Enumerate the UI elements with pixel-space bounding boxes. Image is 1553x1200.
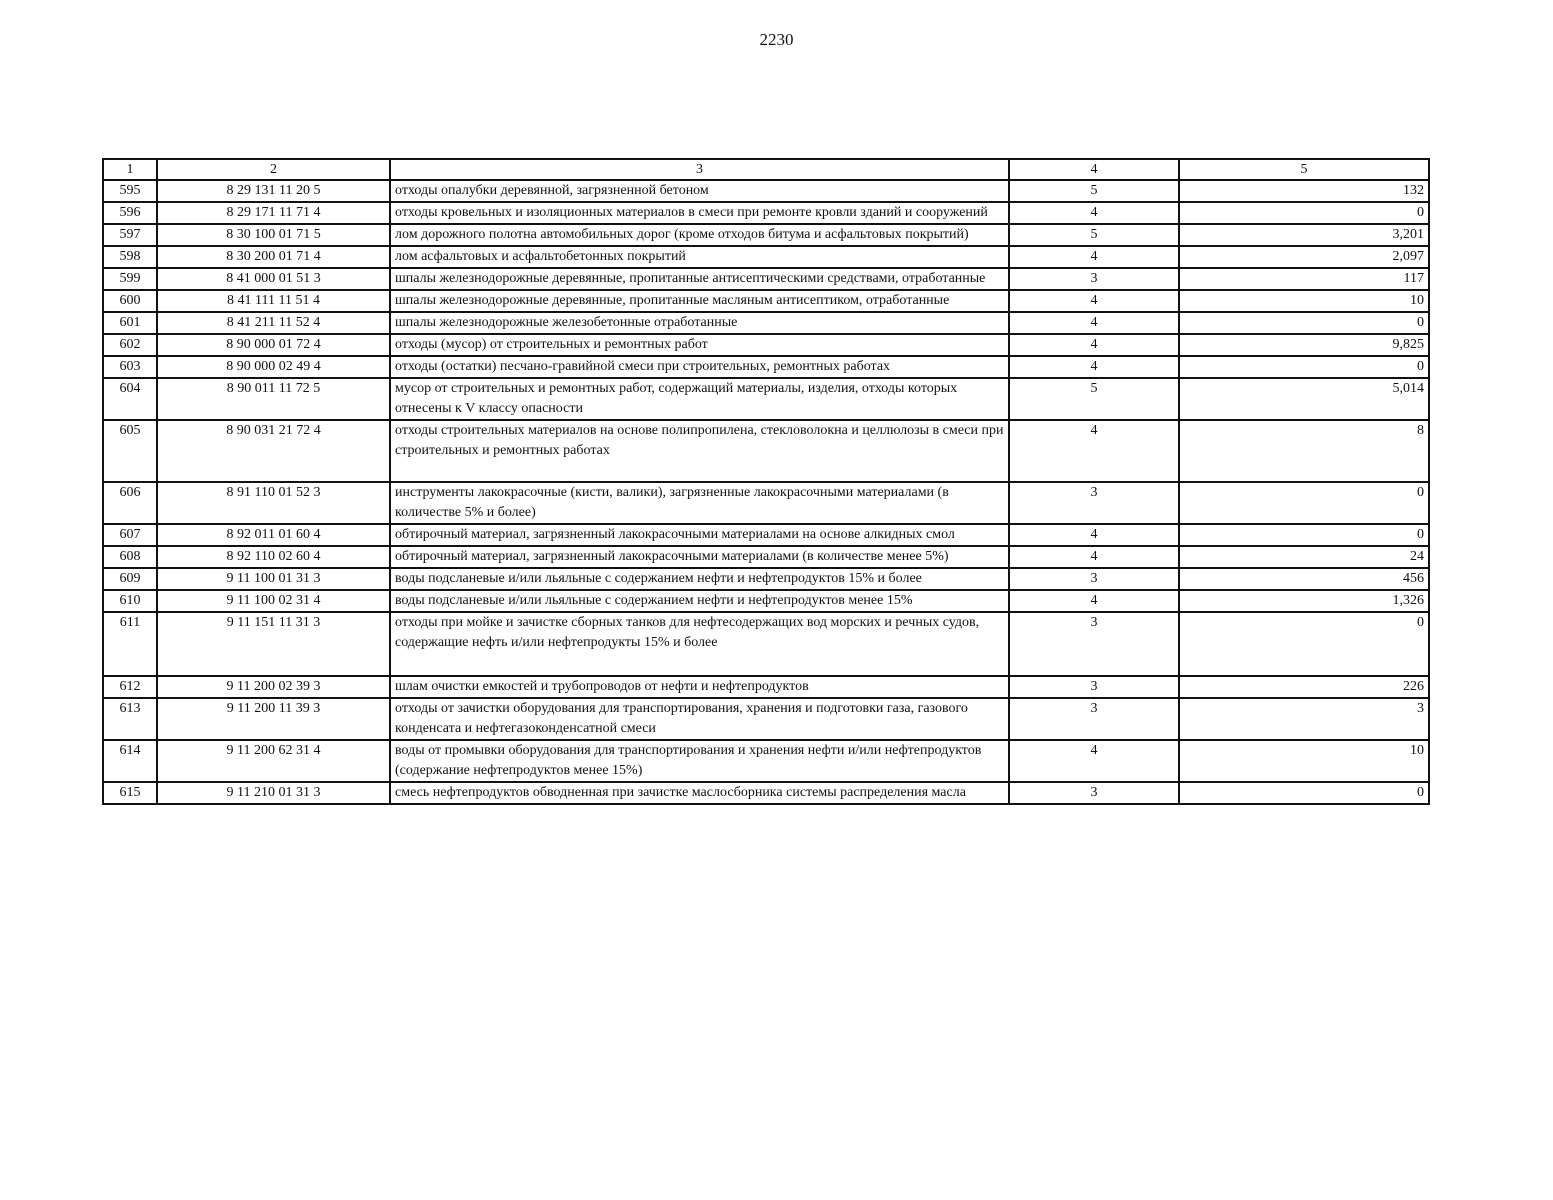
column-header-3: 3 — [390, 159, 1009, 180]
hazard-class: 4 — [1009, 546, 1179, 568]
hazard-class: 5 — [1009, 378, 1179, 420]
waste-code: 8 91 110 01 52 3 — [157, 482, 390, 524]
hazard-class: 4 — [1009, 356, 1179, 378]
waste-code: 8 41 111 11 51 4 — [157, 290, 390, 312]
column-header-4: 4 — [1009, 159, 1179, 180]
row-number: 613 — [103, 698, 157, 740]
hazard-class: 4 — [1009, 420, 1179, 482]
waste-code: 9 11 200 62 31 4 — [157, 740, 390, 782]
table-row — [103, 420, 1429, 482]
column-header-1: 1 — [103, 159, 157, 180]
waste-name: отходы кровельных и изоляционных материалов в смеси при ремонте кровли зданий и сооружений — [390, 202, 1009, 224]
table-row — [103, 546, 1429, 568]
row-number: 607 — [103, 524, 157, 546]
waste-code: 8 90 011 11 72 5 — [157, 378, 390, 420]
table-row — [103, 782, 1429, 804]
quantity-value: 226 — [1179, 676, 1429, 698]
column-header-2: 2 — [157, 159, 390, 180]
waste-code: 8 41 000 01 51 3 — [157, 268, 390, 290]
waste-code: 8 92 110 02 60 4 — [157, 546, 390, 568]
row-number: 603 — [103, 356, 157, 378]
page-number: 2230 — [759, 30, 794, 49]
waste-name: лом асфальтовых и асфальтобетонных покрытий — [390, 246, 1009, 268]
quantity-value: 0 — [1179, 482, 1429, 524]
quantity-value: 1,326 — [1179, 590, 1429, 612]
table-row — [103, 378, 1429, 420]
row-number: 598 — [103, 246, 157, 268]
hazard-class: 3 — [1009, 568, 1179, 590]
row-number: 596 — [103, 202, 157, 224]
quantity-value: 0 — [1179, 202, 1429, 224]
hazard-class: 5 — [1009, 180, 1179, 202]
waste-code: 8 90 000 01 72 4 — [157, 334, 390, 356]
hazard-class: 4 — [1009, 740, 1179, 782]
hazard-class: 3 — [1009, 612, 1179, 676]
table-row — [103, 246, 1429, 268]
quantity-value: 0 — [1179, 782, 1429, 804]
waste-name: шпалы железнодорожные деревянные, пропитанные масляным антисептиком, отработанные — [390, 290, 1009, 312]
table-row — [103, 290, 1429, 312]
row-number: 612 — [103, 676, 157, 698]
waste-name: воды от промывки оборудования для транспортирования и хранения нефти и/или нефтепродуктов (содержание нефтепродуктов менее 15%) — [390, 740, 1009, 782]
waste-name: инструменты лакокрасочные (кисти, валики), загрязненные лакокрасочными материалами (в количестве 5% и более) — [390, 482, 1009, 524]
waste-name: шпалы железнодорожные железобетонные отработанные — [390, 312, 1009, 334]
table-row — [103, 524, 1429, 546]
hazard-class: 4 — [1009, 290, 1179, 312]
quantity-value: 2,097 — [1179, 246, 1429, 268]
waste-name: мусор от строительных и ремонтных работ, содержащий материалы, изделия, отходы которых отнесены к V классу опасности — [390, 378, 1009, 420]
waste-code: 8 30 200 01 71 4 — [157, 246, 390, 268]
waste-name: обтирочный материал, загрязненный лакокрасочными материалами на основе алкидных смол — [390, 524, 1009, 546]
waste-code: 9 11 100 01 31 3 — [157, 568, 390, 590]
quantity-value: 3,201 — [1179, 224, 1429, 246]
waste-name: отходы строительных материалов на основе полипропилена, стекловолокна и целлюлозы в смеси при строительных и ремонтных работах — [390, 420, 1009, 482]
hazard-class: 4 — [1009, 312, 1179, 334]
row-number: 597 — [103, 224, 157, 246]
waste-code: 8 41 211 11 52 4 — [157, 312, 390, 334]
hazard-class: 4 — [1009, 334, 1179, 356]
table-row — [103, 356, 1429, 378]
row-number: 606 — [103, 482, 157, 524]
quantity-value: 117 — [1179, 268, 1429, 290]
waste-code: 9 11 151 11 31 3 — [157, 612, 390, 676]
hazard-class: 4 — [1009, 246, 1179, 268]
row-number: 608 — [103, 546, 157, 568]
table-row — [103, 740, 1429, 782]
hazard-class: 3 — [1009, 782, 1179, 804]
quantity-value: 5,014 — [1179, 378, 1429, 420]
quantity-value: 132 — [1179, 180, 1429, 202]
row-number: 610 — [103, 590, 157, 612]
row-number: 601 — [103, 312, 157, 334]
quantity-value: 10 — [1179, 740, 1429, 782]
quantity-value: 24 — [1179, 546, 1429, 568]
waste-code: 9 11 100 02 31 4 — [157, 590, 390, 612]
table-row — [103, 202, 1429, 224]
waste-name: отходы (мусор) от строительных и ремонтных работ — [390, 334, 1009, 356]
waste-name: лом дорожного полотна автомобильных дорог (кроме отходов битума и асфальтовых покрытий) — [390, 224, 1009, 246]
waste-name: обтирочный материал, загрязненный лакокрасочными материалами (в количестве менее 5%) — [390, 546, 1009, 568]
hazard-class: 4 — [1009, 590, 1179, 612]
waste-registry-table — [102, 158, 1430, 805]
waste-name: отходы опалубки деревянной, загрязненной бетоном — [390, 180, 1009, 202]
row-number: 595 — [103, 180, 157, 202]
table-row — [103, 482, 1429, 524]
waste-code: 8 90 000 02 49 4 — [157, 356, 390, 378]
table-row — [103, 334, 1429, 356]
header-row — [103, 159, 1429, 180]
hazard-class: 3 — [1009, 676, 1179, 698]
row-number: 604 — [103, 378, 157, 420]
hazard-class: 3 — [1009, 268, 1179, 290]
waste-name: смесь нефтепродуктов обводненная при зачистке маслосборника системы распределения масла — [390, 782, 1009, 804]
table-row — [103, 590, 1429, 612]
waste-name: шпалы железнодорожные деревянные, пропитанные антисептическими средствами, отработанные — [390, 268, 1009, 290]
row-number: 602 — [103, 334, 157, 356]
waste-code: 8 29 171 11 71 4 — [157, 202, 390, 224]
row-number: 614 — [103, 740, 157, 782]
waste-name: отходы от зачистки оборудования для транспортирования, хранения и подготовки газа, газового конденсата и нефтегазоконденсатной смеси — [390, 698, 1009, 740]
waste-code: 9 11 200 11 39 3 — [157, 698, 390, 740]
row-number: 611 — [103, 612, 157, 676]
waste-code: 9 11 200 02 39 3 — [157, 676, 390, 698]
waste-name: отходы (остатки) песчано-гравийной смеси при строительных, ремонтных работах — [390, 356, 1009, 378]
quantity-value: 456 — [1179, 568, 1429, 590]
row-number: 600 — [103, 290, 157, 312]
hazard-class: 3 — [1009, 482, 1179, 524]
waste-code: 8 90 031 21 72 4 — [157, 420, 390, 482]
waste-code: 8 29 131 11 20 5 — [157, 180, 390, 202]
waste-name: шлам очистки емкостей и трубопроводов от нефти и нефтепродуктов — [390, 676, 1009, 698]
waste-code: 8 30 100 01 71 5 — [157, 224, 390, 246]
waste-name: отходы при мойке и зачистке сборных танков для нефтесодержащих вод морских и речных судов, содержащие нефть и/или нефтепродукты 15% и более — [390, 612, 1009, 676]
quantity-value: 9,825 — [1179, 334, 1429, 356]
waste-code: 8 92 011 01 60 4 — [157, 524, 390, 546]
hazard-class: 4 — [1009, 202, 1179, 224]
column-header-5: 5 — [1179, 159, 1429, 180]
row-number: 615 — [103, 782, 157, 804]
table-row — [103, 312, 1429, 334]
quantity-value: 0 — [1179, 356, 1429, 378]
table-row — [103, 268, 1429, 290]
table-row — [103, 676, 1429, 698]
table-row — [103, 568, 1429, 590]
waste-name: воды подсланевые и/или льяльные с содержанием нефти и нефтепродуктов 15% и более — [390, 568, 1009, 590]
quantity-value: 0 — [1179, 612, 1429, 676]
quantity-value: 3 — [1179, 698, 1429, 740]
quantity-value: 0 — [1179, 524, 1429, 546]
row-number: 599 — [103, 268, 157, 290]
table-body — [103, 180, 1429, 804]
table-row — [103, 224, 1429, 246]
row-number: 605 — [103, 420, 157, 482]
quantity-value: 8 — [1179, 420, 1429, 482]
table-header — [103, 159, 1429, 180]
table-row — [103, 698, 1429, 740]
table-row — [103, 180, 1429, 202]
waste-name: воды подсланевые и/или льяльные с содержанием нефти и нефтепродуктов менее 15% — [390, 590, 1009, 612]
table-row — [103, 612, 1429, 676]
row-number: 609 — [103, 568, 157, 590]
quantity-value: 10 — [1179, 290, 1429, 312]
hazard-class: 5 — [1009, 224, 1179, 246]
waste-code: 9 11 210 01 31 3 — [157, 782, 390, 804]
hazard-class: 3 — [1009, 698, 1179, 740]
quantity-value: 0 — [1179, 312, 1429, 334]
hazard-class: 4 — [1009, 524, 1179, 546]
